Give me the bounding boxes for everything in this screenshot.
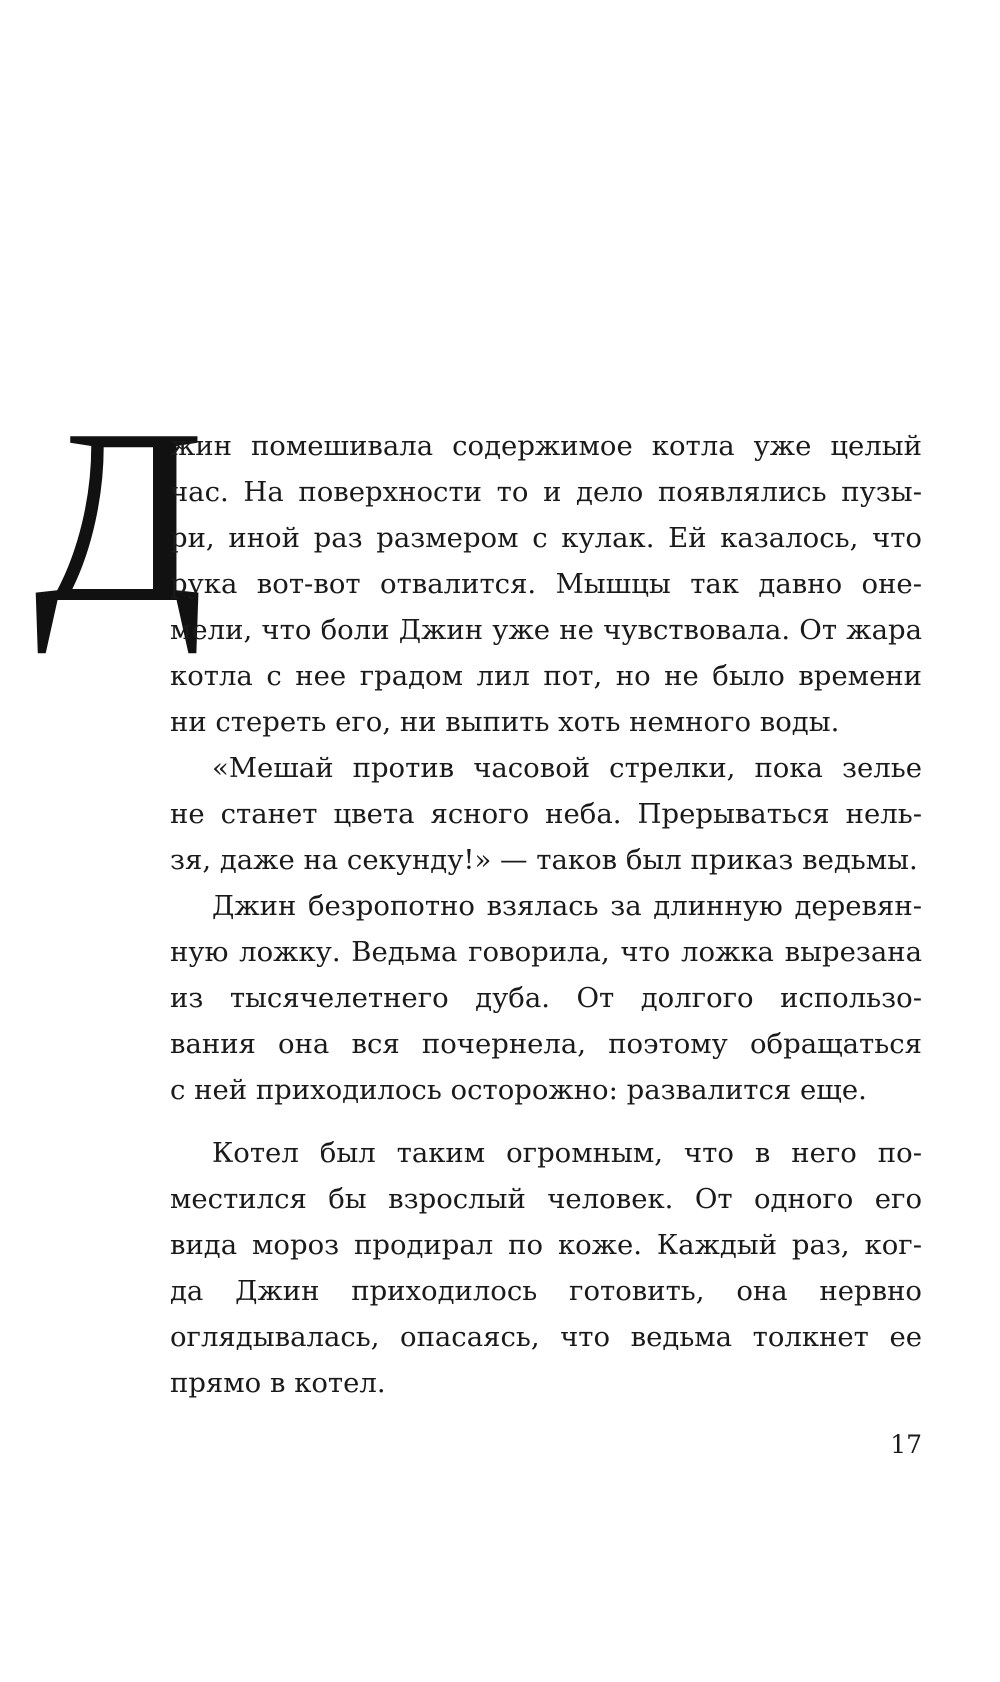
text-line-2: час. На поверхности то и дело появлялись пузы- xyxy=(170,476,922,508)
text-line-8: «Мешай против часовой стрелки, пока зелье xyxy=(212,752,922,784)
text-line-20: оглядывалась, опасаясь, что ведьма толкнет ее xyxy=(170,1321,922,1353)
text-line-19: да Джин приходилось готовить, она нервно xyxy=(170,1275,922,1307)
text-line-6: котла с нее градом лил пот, но не было времени xyxy=(170,660,922,692)
text-line-21: прямо в котел. xyxy=(170,1367,386,1399)
text-line-5: мели, что боли Джин уже не чувствовала. От жара xyxy=(170,614,922,646)
text-line-1: жин помешивала содержимое котла уже целый xyxy=(170,430,922,462)
text-line-11: Джин безропотно взялась за длинную деревян- xyxy=(212,890,922,922)
text-line-7: ни стереть его, ни выпить хоть немного воды. xyxy=(170,706,840,738)
text-line-13: из тысячелетнего дуба. От долгого использо- xyxy=(170,982,922,1014)
drop-cap: Д xyxy=(34,378,205,655)
text-line-18: вида мороз продирал по коже. Каждый раз, ког- xyxy=(170,1229,922,1261)
text-line-14: вания она вся почернела, поэтому обращаться xyxy=(170,1028,922,1060)
text-line-4: рука вот-вот отвалится. Мышцы так давно оне- xyxy=(170,568,922,600)
text-line-12: ную ложку. Ведьма говорила, что ложка вырезана xyxy=(170,936,922,968)
page-number: 17 xyxy=(890,1430,922,1459)
text-line-17: местился бы взрослый человек. От одного его xyxy=(170,1183,922,1215)
text-line-10: зя, даже на секунду!» — таков был приказ ведьмы. xyxy=(170,844,918,876)
text-line-3: ри, иной раз размером с кулак. Ей казалось, что xyxy=(170,522,922,554)
text-line-15: с ней приходилось осторожно: развалится еще. xyxy=(170,1074,867,1106)
text-line-9: не станет цвета ясного неба. Прерываться нель- xyxy=(170,798,922,830)
text-line-16: Котел был таким огромным, что в него по- xyxy=(212,1137,922,1169)
